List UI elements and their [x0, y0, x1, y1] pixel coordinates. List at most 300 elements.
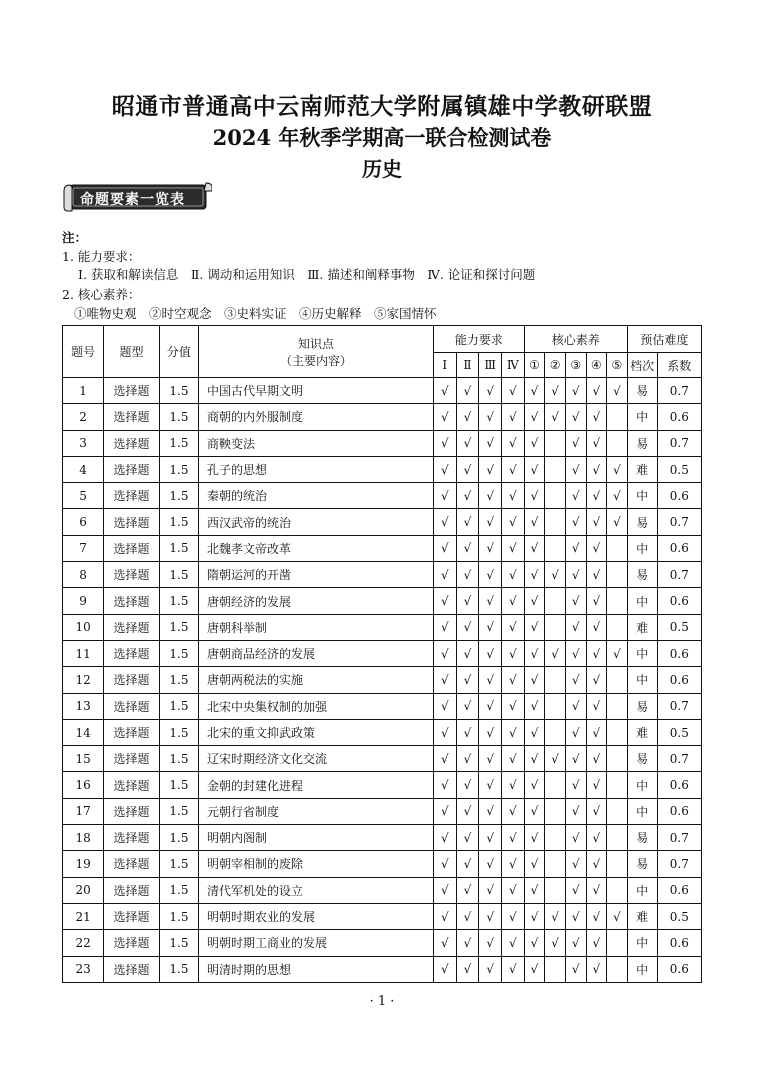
cell-ability-mark: √	[479, 640, 502, 666]
cell-literacy-mark: √	[524, 562, 545, 588]
cell-ability-mark: √	[456, 404, 479, 430]
cell-score: 1.5	[159, 562, 198, 588]
cell-literacy-mark: √	[524, 456, 545, 482]
cell-ability-mark: √	[501, 430, 524, 456]
cell-type: 选择题	[104, 430, 160, 456]
cell-ability-mark: √	[433, 430, 456, 456]
cell-literacy-mark	[545, 614, 566, 640]
cell-ability-mark: √	[456, 535, 479, 561]
cell-ability-mark: √	[433, 772, 456, 798]
cell-level: 易	[627, 430, 657, 456]
cell-literacy-mark: √	[524, 588, 545, 614]
cell-literacy-mark: √	[524, 772, 545, 798]
cell-score: 1.5	[159, 825, 198, 851]
cell-literacy-mark	[545, 772, 566, 798]
cell-literacy-mark	[607, 772, 628, 798]
cell-ability-mark: √	[456, 430, 479, 456]
cell-no: 8	[63, 562, 104, 588]
cell-literacy-mark: √	[524, 667, 545, 693]
cell-literacy-mark: √	[565, 667, 586, 693]
cell-ability-mark: √	[501, 404, 524, 430]
cell-no: 21	[63, 903, 104, 929]
cell-literacy-mark: √	[586, 404, 607, 430]
cell-score: 1.5	[159, 877, 198, 903]
cell-ability-mark: √	[501, 903, 524, 929]
cell-literacy-mark: √	[524, 404, 545, 430]
cell-literacy-mark	[607, 430, 628, 456]
cell-level: 难	[627, 456, 657, 482]
cell-coef: 0.6	[657, 535, 701, 561]
cell-ability-mark: √	[479, 404, 502, 430]
cell-literacy-mark: √	[586, 667, 607, 693]
cell-score: 1.5	[159, 430, 198, 456]
cell-no: 23	[63, 956, 104, 982]
cell-knowledge-point: 元朝行省制度	[199, 798, 434, 824]
cell-ability-mark: √	[501, 956, 524, 982]
cell-ability-mark: √	[479, 772, 502, 798]
cell-no: 13	[63, 693, 104, 719]
cell-literacy-mark: √	[565, 877, 586, 903]
cell-literacy-mark: √	[565, 535, 586, 561]
cell-score: 1.5	[159, 746, 198, 772]
cell-literacy-mark: √	[586, 588, 607, 614]
cell-literacy-mark: √	[586, 772, 607, 798]
cell-ability-mark: √	[501, 562, 524, 588]
table-row	[63, 456, 702, 482]
cell-ability-mark: √	[456, 614, 479, 640]
cell-ability-mark: √	[479, 877, 502, 903]
cell-score: 1.5	[159, 851, 198, 877]
cell-ability-mark: √	[501, 825, 524, 851]
table-row	[63, 640, 702, 666]
cell-level: 中	[627, 483, 657, 509]
cell-literacy-mark: √	[545, 378, 566, 404]
cell-level: 难	[627, 719, 657, 745]
cell-literacy-mark: √	[586, 825, 607, 851]
cell-type: 选择题	[104, 772, 160, 798]
cell-score: 1.5	[159, 640, 198, 666]
header-literacy-col: ⑤	[607, 353, 628, 378]
cell-ability-mark: √	[456, 930, 479, 956]
table-row	[63, 378, 702, 404]
cell-type: 选择题	[104, 930, 160, 956]
header-no: 题号	[63, 326, 104, 378]
cell-knowledge-point: 清代军机处的设立	[199, 877, 434, 903]
header-literacy: 核心素养	[524, 326, 627, 353]
cell-ability-mark: √	[501, 588, 524, 614]
cell-literacy-mark: √	[524, 509, 545, 535]
cell-level: 易	[627, 693, 657, 719]
cell-literacy-mark: √	[524, 430, 545, 456]
cell-coef: 0.6	[657, 798, 701, 824]
cell-no: 20	[63, 877, 104, 903]
cell-type: 选择题	[104, 509, 160, 535]
cell-knowledge-point: 北宋中央集权制的加强	[199, 693, 434, 719]
cell-ability-mark: √	[456, 509, 479, 535]
cell-ability-mark: √	[433, 535, 456, 561]
cell-literacy-mark: √	[524, 719, 545, 745]
cell-literacy-mark	[545, 456, 566, 482]
banner-label: 命题要素一览表	[80, 192, 185, 208]
table-row	[63, 535, 702, 561]
cell-ability-mark: √	[456, 483, 479, 509]
cell-level: 易	[627, 562, 657, 588]
cell-knowledge-point: 孔子的思想	[199, 456, 434, 482]
cell-ability-mark: √	[479, 509, 502, 535]
cell-ability-mark: √	[501, 509, 524, 535]
cell-ability-mark: √	[479, 825, 502, 851]
cell-literacy-mark	[607, 746, 628, 772]
header-ability-col: Ⅳ	[501, 353, 524, 378]
header-ability-col: Ⅱ	[456, 353, 479, 378]
cell-literacy-mark: √	[607, 640, 628, 666]
cell-literacy-mark: √	[524, 535, 545, 561]
cell-score: 1.5	[159, 719, 198, 745]
cell-ability-mark: √	[433, 640, 456, 666]
cell-ability-mark: √	[501, 535, 524, 561]
cell-ability-mark: √	[456, 746, 479, 772]
cell-knowledge-point: 辽宋时期经济文化交流	[199, 746, 434, 772]
cell-coef: 0.6	[657, 930, 701, 956]
table-row	[63, 509, 702, 535]
ability-title: 1. 能力要求：	[62, 249, 141, 264]
cell-ability-mark: √	[479, 719, 502, 745]
table-row	[63, 825, 702, 851]
cell-literacy-mark: √	[565, 378, 586, 404]
cell-literacy-mark	[607, 851, 628, 877]
header-score: 分值	[159, 326, 198, 378]
cell-no: 7	[63, 535, 104, 561]
cell-literacy-mark: √	[607, 378, 628, 404]
cell-literacy-mark: √	[586, 956, 607, 982]
exam-elements-table	[62, 325, 702, 983]
literacy-items: ①唯物史观 ②时空观念 ③史料实证 ④历史解释 ⑤家国情怀	[74, 306, 437, 321]
cell-literacy-mark: √	[607, 483, 628, 509]
cell-score: 1.5	[159, 614, 198, 640]
cell-ability-mark: √	[501, 798, 524, 824]
table-row	[63, 851, 702, 877]
cell-score: 1.5	[159, 667, 198, 693]
cell-literacy-mark: √	[586, 430, 607, 456]
cell-ability-mark: √	[433, 588, 456, 614]
cell-ability-mark: √	[501, 456, 524, 482]
table-row	[63, 562, 702, 588]
cell-knowledge-point: 中国古代早期文明	[199, 378, 434, 404]
header-literacy-col: ①	[524, 353, 545, 378]
cell-coef: 0.7	[657, 378, 701, 404]
table-row	[63, 693, 702, 719]
table-row	[63, 483, 702, 509]
cell-ability-mark: √	[456, 562, 479, 588]
cell-literacy-mark: √	[524, 851, 545, 877]
cell-no: 12	[63, 667, 104, 693]
cell-literacy-mark	[607, 588, 628, 614]
cell-type: 选择题	[104, 851, 160, 877]
cell-ability-mark: √	[479, 378, 502, 404]
cell-type: 选择题	[104, 535, 160, 561]
cell-coef: 0.5	[657, 719, 701, 745]
cell-type: 选择题	[104, 956, 160, 982]
cell-ability-mark: √	[433, 378, 456, 404]
cell-literacy-mark: √	[545, 930, 566, 956]
cell-coef: 0.6	[657, 877, 701, 903]
cell-literacy-mark: √	[565, 930, 586, 956]
cell-ability-mark: √	[456, 719, 479, 745]
table-row	[63, 588, 702, 614]
cell-ability-mark: √	[501, 614, 524, 640]
cell-ability-mark: √	[433, 851, 456, 877]
cell-literacy-mark: √	[565, 772, 586, 798]
ability-items: Ⅰ. 获取和解读信息 Ⅱ. 调动和运用知识 Ⅲ. 描述和阐释事物 Ⅳ. 论证和探讨问题	[78, 267, 536, 282]
cell-score: 1.5	[159, 903, 198, 929]
cell-literacy-mark: √	[565, 693, 586, 719]
cell-no: 10	[63, 614, 104, 640]
cell-no: 19	[63, 851, 104, 877]
cell-ability-mark: √	[433, 930, 456, 956]
cell-literacy-mark: √	[586, 746, 607, 772]
cell-literacy-mark: √	[565, 562, 586, 588]
cell-type: 选择题	[104, 798, 160, 824]
cell-ability-mark: √	[456, 851, 479, 877]
cell-literacy-mark: √	[565, 825, 586, 851]
cell-score: 1.5	[159, 509, 198, 535]
cell-knowledge-point: 唐朝两税法的实施	[199, 667, 434, 693]
cell-ability-mark: √	[456, 798, 479, 824]
cell-knowledge-point: 明朝时期农业的发展	[199, 903, 434, 929]
cell-literacy-mark	[545, 588, 566, 614]
cell-no: 11	[63, 640, 104, 666]
cell-type: 选择题	[104, 562, 160, 588]
cell-level: 中	[627, 640, 657, 666]
cell-ability-mark: √	[479, 430, 502, 456]
cell-ability-mark: √	[433, 798, 456, 824]
cell-ability-mark: √	[501, 772, 524, 798]
cell-knowledge-point: 唐朝科举制	[199, 614, 434, 640]
cell-literacy-mark	[607, 535, 628, 561]
cell-ability-mark: √	[456, 378, 479, 404]
cell-ability-mark: √	[433, 667, 456, 693]
cell-literacy-mark: √	[524, 640, 545, 666]
cell-ability-mark: √	[479, 851, 502, 877]
cell-literacy-mark: √	[586, 851, 607, 877]
cell-ability-mark: √	[433, 483, 456, 509]
cell-coef: 0.6	[657, 483, 701, 509]
cell-knowledge-point: 商朝的内外服制度	[199, 404, 434, 430]
header-literacy-col: ③	[565, 353, 586, 378]
table-row	[63, 930, 702, 956]
cell-ability-mark: √	[433, 719, 456, 745]
cell-score: 1.5	[159, 535, 198, 561]
table-row	[63, 719, 702, 745]
cell-coef: 0.7	[657, 562, 701, 588]
cell-ability-mark: √	[456, 877, 479, 903]
table-row	[63, 877, 702, 903]
cell-literacy-mark: √	[545, 640, 566, 666]
cell-ability-mark: √	[479, 930, 502, 956]
cell-coef: 0.6	[657, 956, 701, 982]
cell-literacy-mark: √	[586, 693, 607, 719]
cell-literacy-mark: √	[565, 719, 586, 745]
cell-ability-mark: √	[456, 825, 479, 851]
cell-literacy-mark	[545, 483, 566, 509]
cell-score: 1.5	[159, 378, 198, 404]
cell-knowledge-point: 西汉武帝的统治	[199, 509, 434, 535]
cell-literacy-mark: √	[607, 456, 628, 482]
cell-literacy-mark: √	[565, 614, 586, 640]
cell-score: 1.5	[159, 930, 198, 956]
cell-type: 选择题	[104, 456, 160, 482]
cell-literacy-mark	[607, 404, 628, 430]
cell-type: 选择题	[104, 378, 160, 404]
literacy-title: 2. 核心素养：	[62, 287, 141, 302]
cell-ability-mark: √	[479, 614, 502, 640]
cell-ability-mark: √	[501, 667, 524, 693]
cell-literacy-mark: √	[524, 825, 545, 851]
header-type: 题型	[104, 326, 160, 378]
header-ability-col: Ⅰ	[433, 353, 456, 378]
cell-ability-mark: √	[501, 930, 524, 956]
cell-ability-mark: √	[479, 588, 502, 614]
cell-no: 17	[63, 798, 104, 824]
cell-knowledge-point: 明清时期的思想	[199, 956, 434, 982]
header-literacy-col: ④	[586, 353, 607, 378]
table-row	[63, 746, 702, 772]
cell-ability-mark: √	[433, 693, 456, 719]
table-row	[63, 956, 702, 982]
cell-coef: 0.7	[657, 693, 701, 719]
cell-coef: 0.5	[657, 903, 701, 929]
header-literacy-col: ②	[545, 353, 566, 378]
cell-literacy-mark	[607, 693, 628, 719]
cell-score: 1.5	[159, 588, 198, 614]
cell-level: 难	[627, 614, 657, 640]
cell-no: 22	[63, 930, 104, 956]
title-line-3: 历史	[362, 157, 402, 181]
cell-level: 难	[627, 903, 657, 929]
cell-level: 中	[627, 588, 657, 614]
cell-type: 选择题	[104, 746, 160, 772]
cell-level: 中	[627, 956, 657, 982]
cell-literacy-mark: √	[565, 509, 586, 535]
cell-literacy-mark	[545, 956, 566, 982]
cell-knowledge-point: 明朝时期工商业的发展	[199, 930, 434, 956]
cell-ability-mark: √	[479, 483, 502, 509]
cell-knowledge-point: 唐朝商品经济的发展	[199, 640, 434, 666]
header-ability-col: Ⅲ	[479, 353, 502, 378]
cell-literacy-mark: √	[524, 877, 545, 903]
cell-no: 16	[63, 772, 104, 798]
table-row	[63, 430, 702, 456]
cell-level: 易	[627, 509, 657, 535]
cell-score: 1.5	[159, 798, 198, 824]
cell-literacy-mark	[545, 851, 566, 877]
cell-coef: 0.7	[657, 430, 701, 456]
cell-ability-mark: √	[433, 877, 456, 903]
cell-literacy-mark: √	[524, 693, 545, 719]
cell-literacy-mark: √	[607, 903, 628, 929]
cell-knowledge-point: 隋朝运河的开凿	[199, 562, 434, 588]
cell-literacy-mark	[607, 825, 628, 851]
cell-ability-mark: √	[456, 903, 479, 929]
header-knowledge-point: 知识点 （主要内容）	[199, 326, 434, 378]
cell-ability-mark: √	[501, 378, 524, 404]
cell-literacy-mark: √	[524, 483, 545, 509]
table-row	[63, 798, 702, 824]
notes-label: 注：	[62, 230, 88, 245]
cell-literacy-mark: √	[586, 378, 607, 404]
cell-literacy-mark: √	[586, 456, 607, 482]
cell-literacy-mark: √	[586, 640, 607, 666]
cell-literacy-mark	[607, 798, 628, 824]
cell-score: 1.5	[159, 456, 198, 482]
cell-literacy-mark: √	[524, 930, 545, 956]
cell-no: 5	[63, 483, 104, 509]
table-row	[63, 772, 702, 798]
cell-coef: 0.7	[657, 825, 701, 851]
cell-score: 1.5	[159, 404, 198, 430]
cell-literacy-mark	[607, 877, 628, 903]
cell-literacy-mark: √	[586, 798, 607, 824]
cell-ability-mark: √	[479, 562, 502, 588]
cell-ability-mark: √	[479, 693, 502, 719]
cell-ability-mark: √	[433, 562, 456, 588]
cell-literacy-mark: √	[565, 588, 586, 614]
cell-score: 1.5	[159, 772, 198, 798]
cell-ability-mark: √	[501, 746, 524, 772]
cell-literacy-mark	[545, 535, 566, 561]
cell-level: 中	[627, 877, 657, 903]
cell-knowledge-point: 金朝的封建化进程	[199, 772, 434, 798]
cell-literacy-mark	[607, 667, 628, 693]
cell-ability-mark: √	[456, 667, 479, 693]
cell-ability-mark: √	[433, 614, 456, 640]
cell-literacy-mark: √	[586, 483, 607, 509]
cell-knowledge-point: 明朝内阁制	[199, 825, 434, 851]
cell-coef: 0.5	[657, 456, 701, 482]
cell-literacy-mark	[545, 693, 566, 719]
cell-literacy-mark	[545, 430, 566, 456]
cell-literacy-mark: √	[586, 877, 607, 903]
cell-type: 选择题	[104, 404, 160, 430]
cell-literacy-mark: √	[586, 903, 607, 929]
cell-score: 1.5	[159, 956, 198, 982]
cell-type: 选择题	[104, 483, 160, 509]
cell-level: 中	[627, 535, 657, 561]
cell-ability-mark: √	[433, 746, 456, 772]
cell-type: 选择题	[104, 640, 160, 666]
cell-literacy-mark: √	[565, 903, 586, 929]
cell-literacy-mark: √	[524, 746, 545, 772]
cell-literacy-mark: √	[545, 746, 566, 772]
cell-level: 易	[627, 851, 657, 877]
cell-literacy-mark: √	[524, 903, 545, 929]
cell-literacy-mark: √	[565, 404, 586, 430]
title-line-2: 2024 年秋季学期高一联合检测试卷	[212, 125, 552, 150]
cell-ability-mark: √	[456, 588, 479, 614]
cell-literacy-mark: √	[565, 798, 586, 824]
cell-literacy-mark: √	[586, 562, 607, 588]
header-difficulty: 预估难度	[627, 326, 701, 353]
table-row	[63, 404, 702, 430]
table-row	[63, 667, 702, 693]
table-body	[63, 378, 702, 983]
cell-knowledge-point: 北宋的重文抑武政策	[199, 719, 434, 745]
cell-type: 选择题	[104, 903, 160, 929]
cell-ability-mark: √	[456, 456, 479, 482]
cell-ability-mark: √	[456, 956, 479, 982]
cell-type: 选择题	[104, 693, 160, 719]
cell-ability-mark: √	[479, 798, 502, 824]
